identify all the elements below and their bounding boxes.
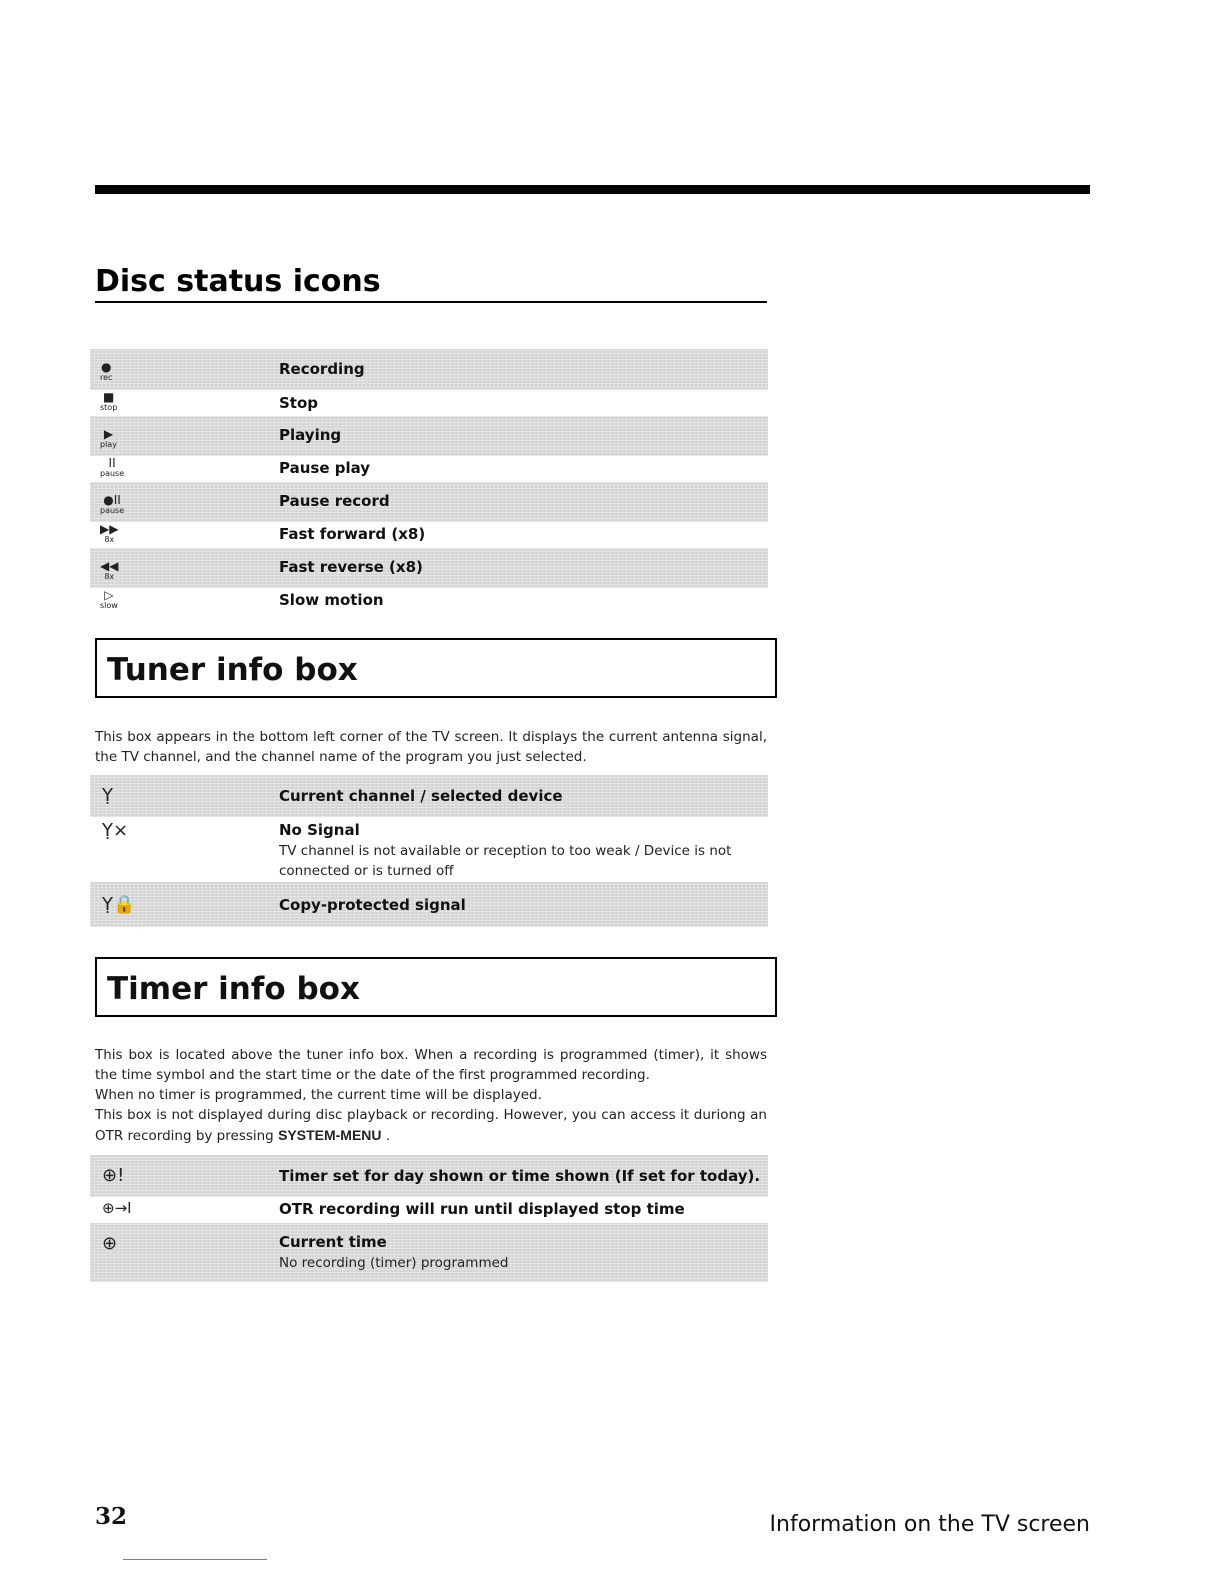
disc-row-pause-play	[90, 456, 768, 482]
antenna-no-signal-icon: Ỵ×	[102, 820, 129, 841]
disc-row-fast-reverse	[90, 548, 768, 588]
disc-label-playing: Playing	[279, 426, 342, 444]
disc-row-stop	[90, 390, 768, 416]
system-menu-key: SYSTEM-MENU	[278, 1127, 382, 1143]
tuner-info-title: Tuner info box	[107, 652, 358, 688]
timer-info-title: Timer info box	[107, 971, 360, 1007]
timer-label-timer-set: Timer set for day shown or time shown (If set for today).	[279, 1167, 761, 1185]
tuner-info-title-box	[95, 638, 777, 698]
page-number: 32	[95, 1503, 128, 1530]
disc-label-slow-motion: Slow motion	[279, 591, 384, 609]
tuner-table	[90, 775, 768, 927]
disc-label-pause-play: Pause play	[279, 459, 371, 477]
disc-row-recording	[90, 349, 768, 390]
timer-intro-line-3	[95, 1105, 767, 1146]
timer-intro	[95, 1045, 767, 1146]
timer-intro-line-1: This box is located above the tuner info box. When a recording is programmed (timer), it shows the time symbol and the start time or the date of the first programmed recording.	[95, 1047, 767, 1083]
clock-alert-icon: ⊕!	[102, 1165, 125, 1186]
timer-label-otr: OTR recording will run until displayed stop time	[279, 1200, 685, 1218]
tuner-label-copy-protected: Copy-protected signal	[279, 896, 466, 914]
tuner-label-current-channel: Current channel / selected device	[279, 787, 563, 805]
fast-forward-icon: ▶▶ 8x	[100, 522, 119, 544]
disc-row-playing	[90, 416, 768, 456]
disc-status-title: Disc status icons	[95, 264, 767, 303]
chapter-title: Information on the TV screen	[769, 1512, 1090, 1537]
tuner-intro: This box appears in the bottom left corner of the TV screen. It displays the current antenna signal, the TV channel, and the channel name of the program you just selected.	[95, 729, 767, 765]
timer-intro-line-3-text: This box is not displayed during disc playback or recording. However, you can access it duriong an OTR recording by pressing	[95, 1107, 767, 1144]
timer-intro-line-2: When no timer is programmed, the current time will be displayed.	[95, 1087, 542, 1103]
timer-info-title-box	[95, 957, 777, 1017]
top-rule	[95, 185, 1090, 194]
timer-row-timer-set	[90, 1155, 768, 1197]
tuner-label-no-signal: No Signal	[279, 821, 360, 839]
tuner-row-current-channel	[90, 775, 768, 817]
tuner-row-copy-protected	[90, 882, 768, 927]
timer-table	[90, 1155, 768, 1282]
disc-label-recording: Recording	[279, 360, 365, 378]
bottom-link-underline	[123, 1559, 267, 1560]
slow-motion-icon: ▷ slow	[100, 588, 118, 610]
fast-reverse-icon: ◀◀ 8x	[100, 559, 119, 581]
timer-row-current-time	[90, 1223, 768, 1282]
antenna-lock-icon: Ỵ🔒	[102, 894, 136, 915]
clock-stop-icon: ⊕→I	[102, 1199, 132, 1217]
pause-icon: II pause	[100, 456, 125, 478]
play-icon: ▶ play	[100, 427, 117, 449]
pause-record-icon: ●II pause	[100, 493, 125, 515]
clock-icon: ⊕	[102, 1233, 118, 1254]
disc-row-slow-motion	[90, 588, 768, 614]
disc-label-stop: Stop	[279, 394, 319, 412]
stop-icon: ■ stop	[100, 390, 118, 412]
disc-label-fast-reverse: Fast reverse (x8)	[279, 558, 423, 576]
disc-status-table	[90, 349, 768, 614]
tuner-row-no-signal	[90, 817, 768, 882]
disc-label-pause-record: Pause record	[279, 492, 390, 510]
tuner-desc-no-signal: TV channel is not available or reception to too weak / Device is not connected or is turned off	[279, 843, 732, 879]
record-icon: ● rec	[100, 360, 113, 382]
disc-row-fast-forward	[90, 522, 768, 548]
antenna-icon: Ỵ	[102, 785, 113, 806]
timer-row-otr	[90, 1197, 768, 1223]
disc-row-pause-record	[90, 482, 768, 522]
timer-desc-current-time: No recording (timer) programmed	[279, 1255, 509, 1271]
timer-label-current-time: Current time	[279, 1233, 387, 1251]
timer-intro-end: .	[385, 1128, 391, 1144]
disc-label-fast-forward: Fast forward (x8)	[279, 525, 426, 543]
